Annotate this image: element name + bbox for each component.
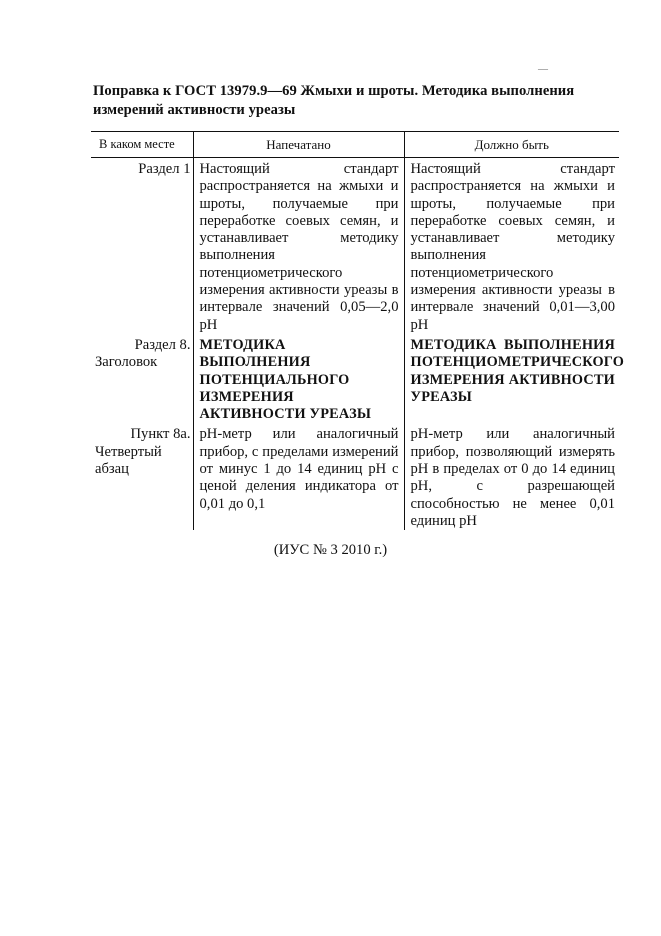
table-row	[91, 158, 619, 334]
place-line: Четвертый абзац	[95, 443, 162, 478]
document-title: Поправка к ГОСТ 13979.9—69 Жмыхи и шроты. Методика выполнения измерений активности уреазы	[93, 83, 575, 118]
cell-printed: Настоящий стандарт распространяется на жмыхи и шроты, получаемые при переработке соевых семян, и устанавливает методику выполнения потенциометрического измерения активности уреазы в интервале значений 0,05—2,0 pH	[193, 158, 404, 334]
table-header-row	[91, 132, 619, 158]
page-mark: —	[538, 64, 548, 75]
footer-note: (ИУС № 3 2010 г.)	[273, 542, 388, 558]
cell-printed: МЕТОДИКА ВЫПОЛНЕНИЯ ПОТЕНЦИАЛЬНОГО ИЗМЕРЕНИЯ АКТИВНОСТИ УРЕАЗЫ	[193, 334, 404, 423]
cell-place	[91, 423, 193, 530]
header-printed: Напечатано	[193, 132, 404, 158]
place-line: Пункт 8а.	[130, 426, 191, 443]
place-line: Раздел 1	[138, 161, 191, 177]
table-row	[91, 334, 619, 423]
correction-table	[91, 131, 625, 530]
cell-should-be: МЕТОДИКА ВЫПОЛНЕНИЯ ПОТЕНЦИОМЕТРИЧЕСКОГО ИЗМЕРЕНИЯ АКТИВНОСТИ УРЕАЗЫ	[404, 334, 619, 423]
cell-should-be: Настоящий стандарт распространяется на жмыхи и шроты, получаемые при переработке соевых семян, и устанавливает методику выполнения потенциометрического измерения активности уреазы в интервале значений 0,01—3,00 pH	[404, 158, 619, 334]
cell-place	[91, 158, 193, 334]
place-line: Раздел 8.	[134, 336, 191, 353]
place-line: Заголовок	[95, 354, 158, 371]
cell-place	[91, 334, 193, 423]
cell-should-be: pH-метр или аналогичный прибор, позволяющий измерять pH в пределах от 0 до 14 единиц pH, с разрешающей способностью не менее 0,01 единиц pH	[404, 423, 619, 530]
cell-printed: pH-метр или аналогичный прибор, с пределами измерений от минус 1 до 14 единиц pH с ценой деления индикатора от 0,01 до 0,1	[193, 423, 404, 530]
table-row	[91, 423, 619, 530]
header-should-be: Должно быть	[404, 132, 619, 158]
correction-table-wrapper	[91, 131, 625, 529]
header-place: В каком месте	[91, 132, 193, 158]
